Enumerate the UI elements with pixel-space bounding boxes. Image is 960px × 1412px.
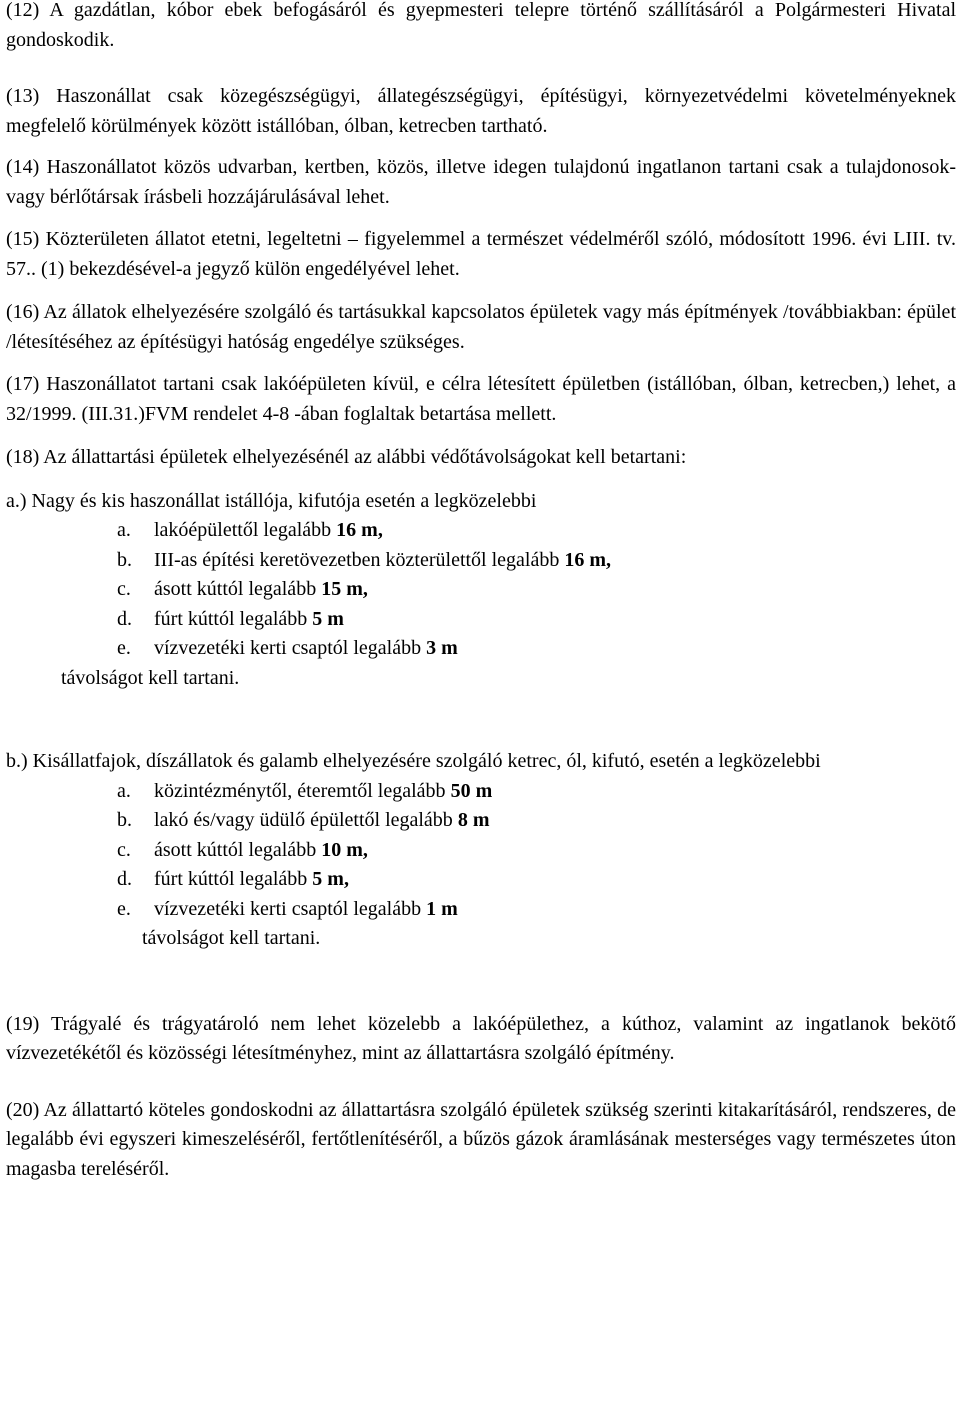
paragraph-18: (18) Az állattartási épületek elhelyezésénél az alábbi védőtávolságokat kell betartani: [6,446,687,468]
list-a-items [6,516,956,664]
list-item-text: III-as építési keretövezetben közterülettől legalább [154,548,565,571]
list-marker: e. [117,897,131,920]
distance-value: 15 m, [321,578,368,600]
list-item [6,895,956,925]
paragraph-14: (14) Haszonállatot közös udvarban, kertben, közös, illetve idegen tulajdonú ingatlanon tartani csak a tulajdonosok- vagy bérlőtársak írásbeli hozzájárulásával lehet. [6,156,956,208]
list-item [6,806,956,836]
distance-value: 50 m [450,779,493,802]
distance-value: 1 m [426,897,458,920]
list-item-text: ásott kúttól legalább [154,578,322,600]
list-item [6,516,956,546]
list-item-text: lakó és/vagy üdülő épülettől legalább [154,809,458,831]
list-item-text: közintézménytől, éteremtől legalább [154,779,451,802]
list-item [6,575,956,605]
list-a-intro: a.) Nagy és kis haszonállat istállója, kifutója esetén a legközelebbi [6,489,537,512]
document-page [6,0,956,1184]
list-item-text: fúrt kúttól legalább [154,868,313,890]
list-b-closing: távolságot kell tartani. [142,927,321,949]
distance-value: 16 m, [336,519,383,541]
list-item-text: vízvezetéki kerti csaptól legalább [154,897,427,920]
list-item [6,865,956,895]
paragraph-13: (13) Haszonállat csak közegészségügyi, állategészségügyi, építésügyi, környezetvédelmi követelményeknek megfelelő körülmények között istállóban, ólban, ketrecben tartható. [6,85,956,137]
list-marker: d. [117,868,132,890]
list-marker: a. [117,779,131,802]
list-item [6,605,956,635]
list-item-text: vízvezetéki kerti csaptól legalább [154,637,427,659]
list-item [6,546,956,576]
list-marker: e. [117,637,131,659]
list-item [6,836,956,866]
list-b-intro: b.) Kisállatfajok, díszállatok és galamb elhelyezésére szolgáló ketrec, ól, kifutó, esetén a legközelebbi [6,750,821,772]
list-b-items [6,777,956,925]
list-marker: a. [117,519,131,541]
list-item-text: ásott kúttól legalább [154,838,322,861]
paragraph-12: (12) A gazdátlan, kóbor ebek befogásáról és gyepmesteri telepre történő szállításáról a Polgármesteri Hivatal gondoskodik. [6,0,956,51]
list-marker: c. [117,578,131,600]
list-item-text: lakóépülettől legalább [154,519,337,541]
distance-value: 8 m [457,809,490,831]
list-item [6,777,956,807]
list-item [6,634,956,664]
distance-value: 5 m [312,607,344,630]
distance-value: 5 m, [312,868,349,890]
list-a-closing: távolságot kell tartani. [61,666,240,689]
paragraph-19: (19) Trágyalé és trágyatároló nem lehet közelebb a lakóépülethez, a kúthoz, valamint az ingatlanok bekötő vízvezetékétől és közösségi létesítményhez, mint az állattartásra szolgáló építmény. [6,1012,956,1064]
distance-list-a [6,487,956,694]
paragraph-17: (17) Haszonállatot tartani csak lakóépületen kívül, e célra létesített épületben (istállóban, ólban, ketrecben,) lehet, a 32/1999. (III.31.)FVM rendelet 4-8 -ában foglaltak betartása mellett. [6,373,956,425]
distance-value: 3 m [426,637,458,659]
distance-value: 10 m, [321,838,368,861]
list-item-text: fúrt kúttól legalább [154,607,313,630]
paragraph-16: (16) Az állatok elhelyezésére szolgáló és tartásukkal kapcsolatos épületek vagy más építmények /továbbiakban: épület /létesítéséhez az építésügyi hatóság engedélye szükséges. [6,301,956,353]
list-marker: d. [117,607,132,630]
list-marker: b. [117,809,132,831]
paragraph-20: (20) Az állattartó köteles gondoskodni az állattartásra szolgáló épületek szükség szerinti kitakarításáról, rendszeres, de legalább évi egyszeri kimeszeléséről, fertőtlenítéséről, a bűzös gázok áramlásának mesterséges vagy természetes úton magasba tereléséről. [6,1098,956,1180]
list-marker: c. [117,838,131,861]
distance-value: 16 m, [564,548,612,571]
paragraph-15: (15) Közterületen állatot etetni, legeltetni – figyelemmel a természet védelméről szóló, módosított 1996. évi LIII. tv. 57.. (1) bekezdésével-a jegyző külön engedélyével lehet. [6,228,956,280]
list-marker: b. [117,548,132,571]
distance-list-b [6,747,956,954]
